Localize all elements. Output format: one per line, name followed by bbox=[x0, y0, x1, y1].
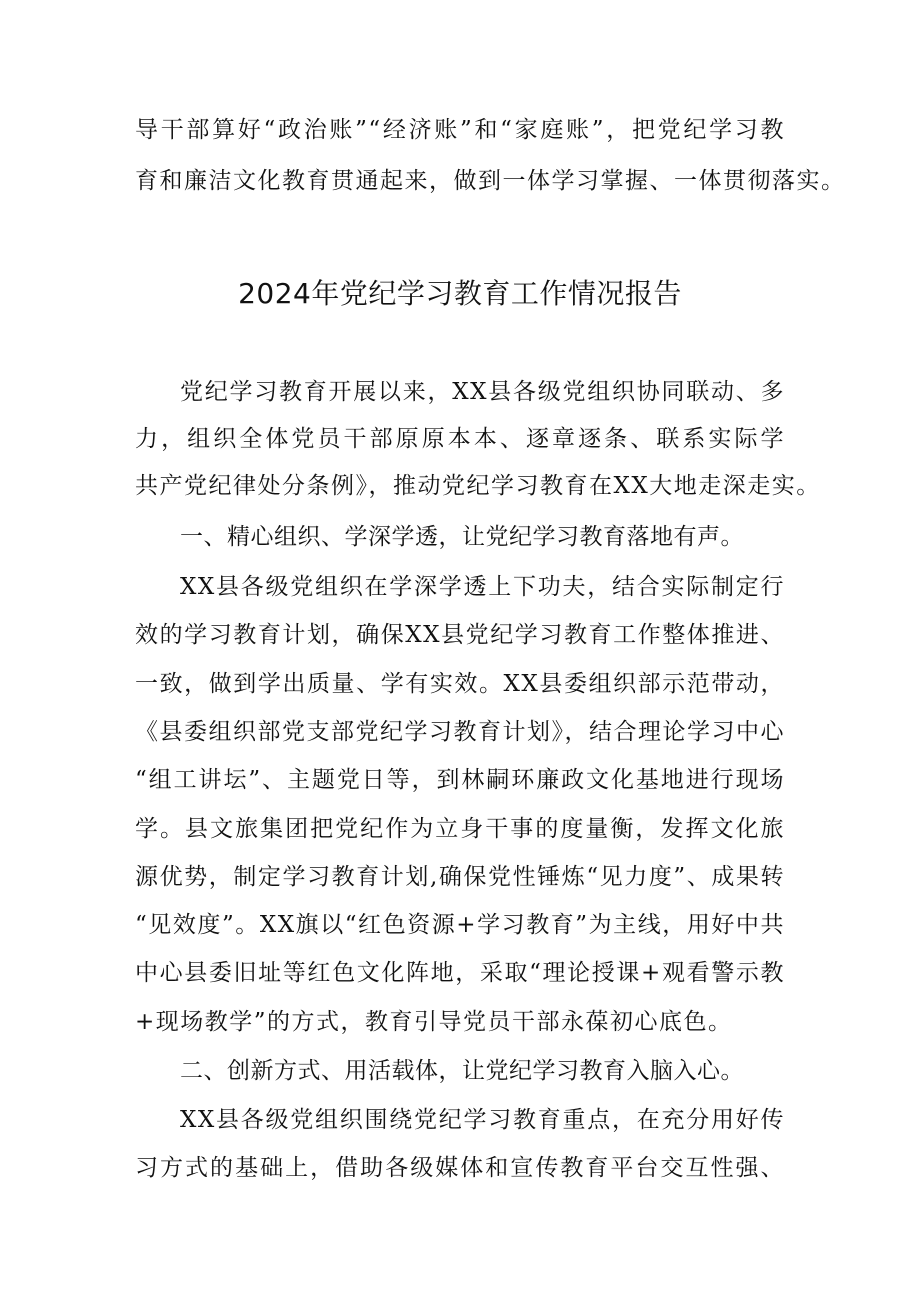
section2-line-1: XX县各级党组织围绕党纪学习教育重点，在充分用好传 bbox=[180, 1107, 785, 1133]
section1-line-1: XX县各级党组织在学深学透上下功夫，结合实际制定行 bbox=[180, 574, 785, 600]
section1-line-2: 效的学习教育计划，确保XX县党纪学习教育工作整体推进、 bbox=[135, 622, 785, 648]
continued-line-1: 导干部算好“政治账”“经济账”和“家庭账”，把党纪学习教 bbox=[135, 117, 785, 143]
intro-line-2: 力，组织全体党员干部原原本本、逐章逐条、联系实际学 bbox=[135, 426, 785, 452]
section1-line-3: 一致，做到学出质量、学有实效。XX县委组织部示范带动， bbox=[135, 671, 785, 697]
continued-line-2: 育和廉洁文化教育贯通起来，做到一体学习掌握、一体贯彻落实。 bbox=[135, 168, 846, 194]
intro-line-1: 党纪学习教育开展以来，XX县各级党组织协同联动、多 bbox=[180, 379, 785, 405]
section1-line-5: “组工讲坛”、主题党日等，到林嗣环廉政文化基地进行现场 bbox=[135, 767, 785, 793]
section1-line-9: 中心县委旧址等红色文化阵地，采取“理论授课+观看警示教 bbox=[135, 960, 785, 986]
document-title: 2024年党纪学习教育工作情况报告 bbox=[238, 277, 682, 310]
intro-line-3: 共产党纪律处分条例》，推动党纪学习教育在XX大地走深走实。 bbox=[135, 473, 821, 499]
section1-heading: 一、精心组织、学深学透，让党纪学习教育落地有声。 bbox=[180, 524, 744, 550]
section1-line-10: +现场教学”的方式，教育引导党员干部永葆初心底色。 bbox=[135, 1009, 733, 1035]
section2-line-2: 习方式的基础上，借助各级媒体和宣传教育平台交互性强、 bbox=[135, 1155, 785, 1181]
section1-line-8: “见效度”。XX旗以“红色资源+学习教育”为主线，用好中共 bbox=[135, 912, 785, 938]
section2-heading: 二、创新方式、用活载体，让党纪学习教育入脑入心。 bbox=[180, 1058, 744, 1084]
section1-line-4: 《县委组织部党支部党纪学习教育计划》，结合理论学习中心 bbox=[135, 719, 785, 745]
section1-line-6: 学。县文旅集团把党纪作为立身干事的度量衡，发挥文化旅 bbox=[135, 816, 785, 842]
section1-line-7: 源优势，制定学习教育计划,确保党性锤炼“见力度”、成果转 bbox=[135, 864, 785, 890]
